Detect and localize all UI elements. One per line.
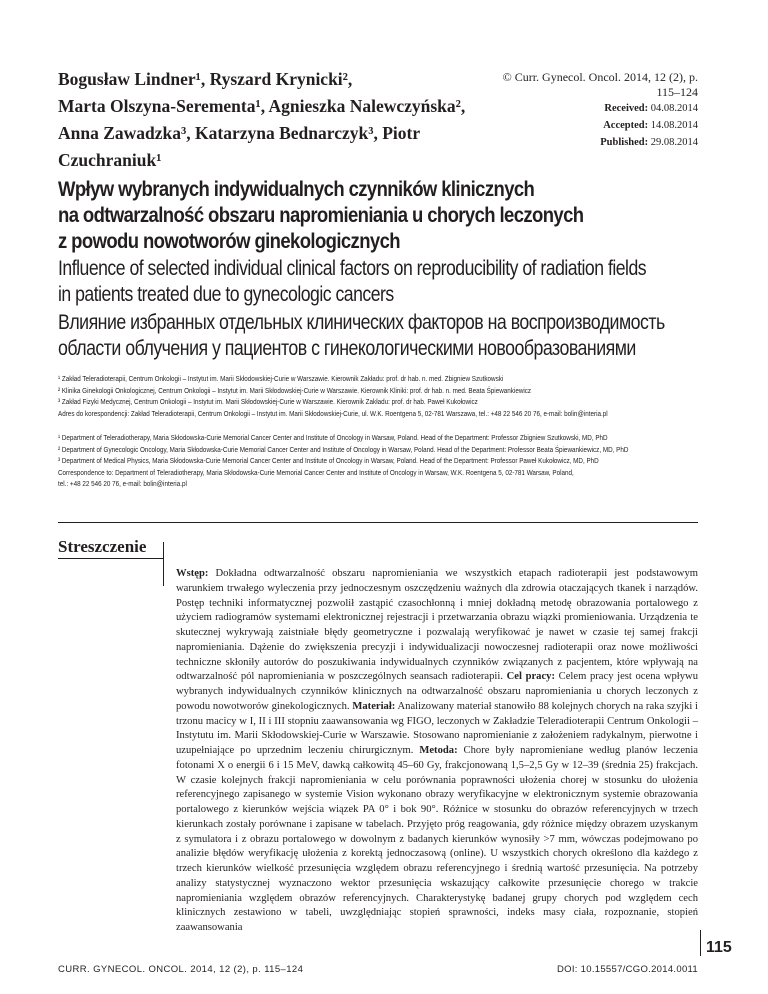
correspondence-line: Adres do korespondencji: Zakład Teleradioterapii, Centrum Onkologii – Instytut im. Marii Skłodowskiej-Curie, ul. W.K. Roentgena 5, 02-781 Warszawa, tel.: +48 22 546 20 76, e-mail: bolin@interia.pl [58,408,608,418]
affiliation-line: ³ Zakład Fizyki Medycznej, Centrum Onkologii – Instytut im. Marii Skłodowskiej-Curie w Warszawie. Kierownik Zakładu: prof. dr hab. Paweł Kukołowicz [58,397,478,407]
page-number: 115 [706,939,732,956]
method-label: Metoda: [419,745,458,756]
affiliation-line: ² Department of Gynecologic Oncology, Maria Skłodowska-Curie Memorial Cancer Center and Institute of Oncology in Warsaw, Poland. Head of the Department: Professor Beata Śpiewankiewicz, MD, PhD [58,444,629,454]
material-label: Materiał: [352,700,396,712]
section-rule-vertical [163,542,164,586]
received-date [548,100,698,117]
title-line: Influence of selected individual clinical factors on reproducibility of radiation fields [58,257,647,280]
aim-label: Cel pracy: [506,671,555,683]
affiliation-line: ³ Department of Medical Physics, Maria Skłodowska-Curie Memorial Cancer Center and Institute of Oncology in Warsaw, Poland. Head of the Department: Professor Paweł Kukołowicz, MD, PhD [58,456,599,466]
divider [58,522,698,523]
footer-journal: CURR. GYNECOL. ONCOL. 2014, 12 (2), p. 115–124 [58,964,304,975]
citation: © Curr. Gynecol. Oncol. 2014, 12 (2), p. 115–124 [502,70,698,99]
page-number-rule [700,930,701,956]
correspondence-line: Correspondence to: Department of Teleradiotherapy, Maria Skłodowska-Curie Memorial Cancer Center and Institute of Oncology in Warsaw, W.K. Roentgena 5, 02-781 Warsaw, Poland, [58,467,574,477]
received-label: Received: [604,103,649,114]
section-rule [58,558,163,559]
title-line: na odtwarzalność obszaru napromieniania u chorych leczonych [58,203,584,227]
affiliation-line: ² Klinika Ginekologii Onkologicznej, Centrum Onkologii – Instytut im. Marii Skłodowskiej-Curie w Warszawie. Kierownik Kliniki: prof. dr hab. n. med. Beata Śpiewankiewicz [58,385,532,395]
section-title: Streszczenie [58,537,147,556]
title-line: in patients treated due to gynecologic cancers [58,283,394,306]
author-line: Marta Olszyna-Serementa¹, Agnieszka Nalewczyńska², [58,96,466,116]
title-line: Wpływ wybranych indywidualnych czynników klinicznych [58,177,535,201]
accepted-date [548,117,698,134]
title-line: области облучения у пациентов с гинекологическими новообразованиями [58,337,636,360]
article-dates [548,100,698,151]
title-polish [58,176,712,254]
published-date [548,134,698,151]
abstract-body [176,567,698,936]
affiliation-line: ¹ Zakład Teleradioterapii, Centrum Onkologii – Instytut im. Marii Skłodowskiej-Curie w Warszawie. Kierownik Zakładu: prof. dr hab. n. med. Zbigniew Szutkowski [58,374,504,383]
published-label: Published: [600,137,649,148]
footer-doi: DOI: 10.15557/CGO.2014.0011 [556,964,698,975]
aim-text: Celem pracy jest ocena wpływu wybranych indywidualnych czynników klinicznych na odtwarzalność obszaru napromieniania u chorych leczonych z powodu nowotworów ginekologicznych. [176,671,698,712]
title-english [58,256,696,308]
author-line: Anna Zawadzka³, Katarzyna Bednarczyk³, Piotr Czuchraniuk¹ [58,123,420,170]
author-line: Bogusław Lindner¹, Ryszard Krynicki², [58,69,353,89]
affiliations-polish [58,373,698,419]
author-list [58,66,478,174]
title-line: z powodu nowotworów ginekologicznych [58,229,400,253]
correspondence-line: tel.: +48 22 546 20 76, e-mail: bolin@interia.pl [58,479,187,489]
method-text: Chore były napromieniane według planów leczenia fotonami X o energii 6 i 15 MeV, dawką całkowitą 45–60 Gy, frakcjonowaną 1,5–2,5 Gy w 12–39 (średnia 25) frakcjach. W czasie kolejnych frakcji napromieniania w celu porównania poprawności ułożenia chorej w stosunku do ułożenia referencyjnego zapisanego w systemie Vision wykonano obrazy weryfikacyjne w elektronicznym systemie obrazowania portalowego z kierunków wejścia wiązek PA 0° i bok 90°. Różnice w stosunku do obrazów referencyjnych w trzech kierunkach zostały porównane i zapisane w tabelach. Przyjęto próg reagowania, gdy różnice między obrazem uzyskanym z symulatora i z obrazu portalowego w dowolnym z badanych kierunków wynosiły >7 mm, wówczas podejmowano po analizie błędów weryfikację ułożenia z korektą jednoczasową (online). U wszystkich chorych określono dla każdego z trzech kierunków wielkość przesunięcia względem obrazu referencyjnego i średnią wartość przesunięcia. Na potrzeby analizy statystycznej wyznaczono wektor przesunięcia wskazujący całkowite przesunięcie chorego w trakcie napromieniania względem obrazów referencyjnych. Charakterystykę badanej grupy chorych pod względem cech klinicznych zestawiono w tabeli, uwzględniając stopień sprawności, indeks masy ciała, rozpoznanie, stopień zaawansowania [176,745,698,933]
published-value: 29.08.2014 [650,137,698,148]
title-russian [58,310,700,362]
material-text: Analizowany materiał stanowiło 88 kolejnych chorych na raka szyjki i trzonu macicy w I, II i III stopniu zaawansowania wg FIGO, leczonych w Zakładzie Teleradioterapii Centrum Onkologii – Instytutu im. Marii Skłodowskiej-Curie w Warszawie. Stosowano napromienianie z założeniem radykalnym, pierwotne i uzupełniające po uprzednim leczeniu chirurgicznym. [176,700,698,756]
accepted-label: Accepted: [603,120,649,131]
intro-label: Wstęp: [176,568,209,579]
affiliations-english [58,432,698,490]
accepted-value: 14.08.2014 [650,120,698,131]
affiliation-line: ¹ Department of Teleradiotherapy, Maria Skłodowska-Curie Memorial Cancer Center and Institute of Oncology in Warsaw, Poland. Head of the Department: Professor Zbigniew Szutkowski, MD, PhD [58,433,608,442]
title-line: Влияние избранных отдельных клинических факторов на воспроизводимость [58,311,665,334]
received-value: 04.08.2014 [650,103,698,114]
intro-text: Dokładna odtwarzalność obszaru napromieniania we wszystkich etapach radioterapii jest podstawowym warunkiem trwałego wyleczenia przy jednoczesnym oszczędzeniu ważnych dla zdrowia otaczających tkanek i narządów. Postęp techniki informatycznej pozwolił zastąpić czasochłonną i mniej dokładną metodę obrazowania portalowego z użyciem radiogramów systemami elektronicznej rejestracji i przetwarzania obrazu wiązki promieniowania. Urządzenia te skutecznej wykrywają zaistniałe błędy geometryczne i pozwalają weryfikować je nawet w czasie tej samej frakcji napromieniania. Dążenie do zwiększenia precyzji i indywidualizacji nowoczesnej radioterapii oraz nowe możliwości techniczne skłoniły autorów do poszukiwania indywidualnych czynników związanych z pacjentem, które wpływają na odtwarzalność pól napromieniania w poszczególnych seansach radioterapii. [176,568,698,683]
